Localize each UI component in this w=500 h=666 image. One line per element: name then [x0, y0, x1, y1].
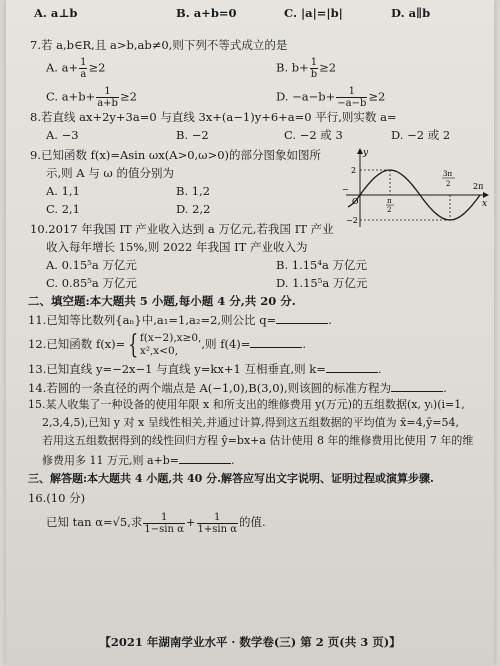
graph-y-max: 2 [351, 166, 357, 175]
q6-option-b: B. a+b=0 [176, 6, 237, 20]
q16-heading: 16.(10 分) [28, 491, 86, 505]
q10-option-b: B. 1.15⁴a 万亿元 [276, 258, 367, 272]
q7-option-d: D. −a−b+ $\frac{1}{-a-b}$ ≥2 [276, 86, 386, 109]
q10-option-a: A. 0.15⁵a 万亿元 [46, 258, 137, 272]
q9-stem-line1: 9.已知函数 f(x)=Asin ωx(A>0,ω>0)的部分图象如图所 [30, 148, 322, 162]
q10-option-c: C. 0.85⁵a 万亿元 [46, 276, 137, 290]
graph-x-label: x [482, 199, 488, 209]
q15-line4: 修费用多 11 万元,则 a+b= . [42, 454, 235, 467]
graph-tick-3pi-half-d: 2 [446, 180, 451, 188]
graph-tick-pi-half-d: 2 [387, 206, 392, 214]
q8-option-d: D. −2 或 2 [391, 128, 451, 142]
q9-stem-line2: 示,则 A 与 ω 的值分别为 [46, 166, 174, 180]
q6-option-a: A. a⊥b [34, 6, 78, 20]
q9-option-d: D. 2,2 [176, 202, 211, 216]
q13: 13.已知直线 y=−2x−1 与直线 y=kx+1 互相垂直,则 k= . [28, 362, 382, 376]
graph-origin: O [352, 197, 359, 206]
q15-line1: 15.某人收集了一种设备的使用年限 x 和所支出的维修费用 y(万元)的五组数据(x, yᵢ)(i=1, [28, 398, 465, 411]
q8-option-c: C. −2 或 3 [284, 128, 343, 142]
q12-answer-blank[interactable] [250, 336, 302, 348]
graph-y-label: y [363, 148, 369, 158]
q10-stem-line2: 收入每年增长 15%,则 2022 年我国 IT 产业收入为 [46, 240, 308, 254]
q8-option-a: A. −3 [46, 128, 79, 142]
q6-option-c: C. |a|=|b| [284, 6, 343, 20]
q14-answer-blank[interactable] [391, 380, 443, 392]
q14: 14.若圆的一条直径的两个端点是 A(−1,0),B(3,0),则该圆的标准方程为 . [28, 381, 447, 395]
q9-option-a: A. 1,1 [46, 184, 80, 198]
q15-answer-blank[interactable] [179, 452, 231, 464]
graph-y-min: −2 [346, 216, 358, 225]
q15-line3: 若用这五组数据得到的线性回归方程 ŷ=bx+a 估计使用 8 年的维修费用比使用 7 年的维 [42, 434, 474, 447]
graph-neg-tick: − [342, 185, 349, 194]
q6-option-d: D. a∥b [391, 6, 431, 20]
q16-stem: 已知 tan α=√5,求 $\frac{1}{\text{1−sin α}}$ + $\frac{1}{\text{1+sin α}}$ 的值. [46, 511, 266, 535]
graph-tick-pi-half-n: π [387, 197, 392, 205]
section-2-heading: 二、填空题:本大题共 5 小题,每小题 4 分,共 20 分. [28, 294, 296, 308]
q9-option-b: B. 1,2 [176, 184, 211, 198]
q9-option-c: C. 2,1 [46, 202, 80, 216]
section-3-heading: 三、解答题:本大题共 4 小题,共 40 分.解答应写出文字说明、证明过程或演算步骤. [28, 472, 434, 485]
q15-line2: 2,3,4,5),已知 y 对 x 呈线性相关,并通过计算,得到这五组数据的平均值为 x̄=4,ȳ=54, [42, 416, 460, 429]
q11: 11.已知等比数列{aₙ}中,a₁=1,a₂=2,则公比 q= . [28, 313, 332, 327]
q10-option-d: D. 1.15⁵a 万亿元 [276, 276, 368, 290]
q7-option-c: C. a+b+ $\frac{1}{a+b}$ ≥2 [46, 86, 137, 109]
graph-tick-3pi-half-n: 3π [443, 170, 453, 178]
exam-page [6, 0, 494, 666]
q10-stem-line1: 10.2017 年我国 IT 产业收入达到 a 万亿元,若我国 IT 产业 [30, 222, 334, 236]
q13-answer-blank[interactable] [326, 361, 378, 373]
q7-option-a: A. a+ $\frac{1}{a}$ ≥2 [46, 57, 106, 80]
q11-answer-blank[interactable] [276, 312, 328, 324]
q8-option-b: B. −2 [176, 128, 209, 142]
q7-option-b: B. b+ $\frac{1}{b}$ ≥2 [276, 57, 337, 80]
page-footer: 【2021 年湖南学业水平 · 数学卷(三) 第 2 页(共 3 页)】 [99, 635, 401, 649]
q12: 12.已知函数 f(x)= { f(x−2),x≥0, x²,x<0, ,则 f(4)= . [28, 330, 307, 360]
q9-sine-graph [332, 145, 492, 230]
q7-stem: 7.若 a,b∈R,且 a>b,ab≠0,则下列不等式成立的是 [30, 38, 288, 52]
graph-tick-2pi: 2π [473, 182, 484, 191]
q8-stem: 8.若直线 ax+2y+3a=0 与直线 3x+(a−1)y+6+a=0 平行,则实数 a= [30, 110, 397, 124]
